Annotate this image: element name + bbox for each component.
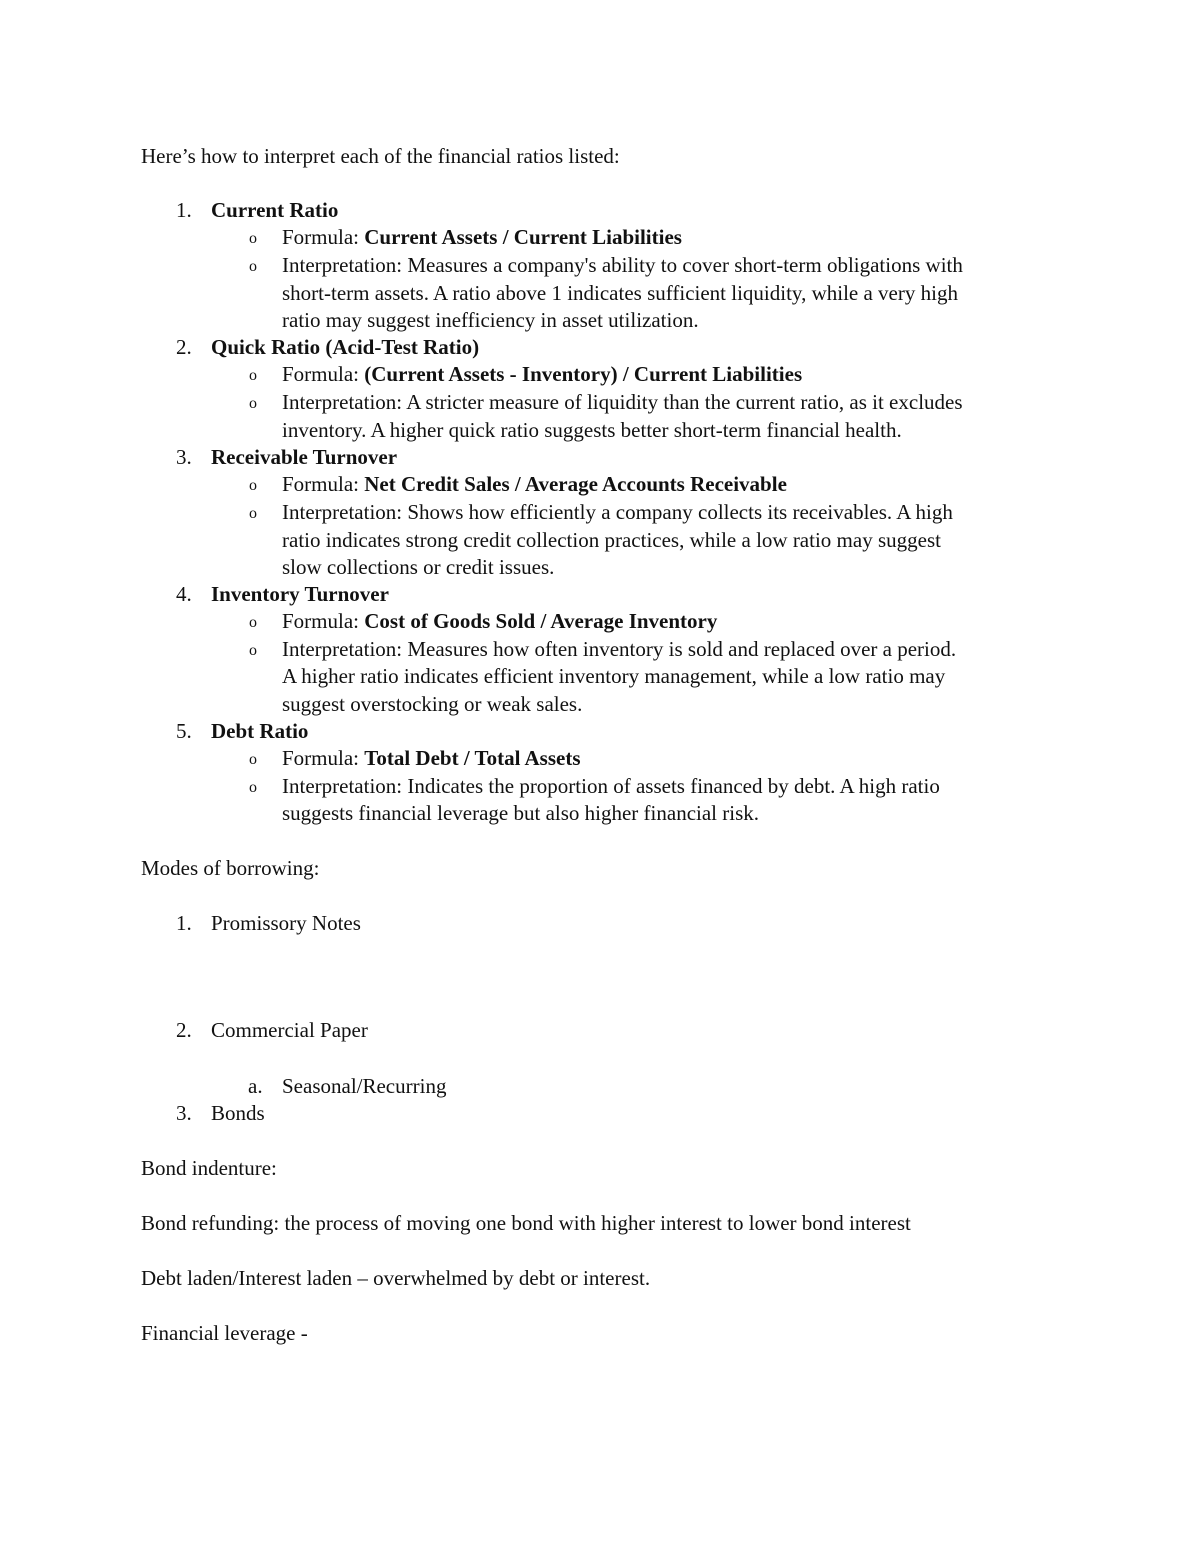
- ratio-number: 2.: [176, 335, 192, 359]
- formula-line: [282, 745, 581, 772]
- interpretation-line: inventory. A higher quick ratio suggests better short-term financial health.: [282, 418, 902, 442]
- bullet-icon: o: [249, 367, 257, 384]
- formula-line: [282, 361, 802, 388]
- bullet-icon: o: [249, 505, 257, 522]
- bullet-icon: o: [249, 642, 257, 659]
- formula-label: Formula:: [282, 362, 365, 386]
- formula-text: (Current Assets - Inventory) / Current Liabilities: [364, 362, 803, 386]
- interpretation-line: Interpretation: Shows how efficiently a company collects its receivables. A high: [282, 500, 953, 524]
- borrowing-number: 1.: [176, 911, 192, 935]
- note-financial-leverage: Financial leverage -: [141, 1321, 308, 1345]
- ratio-title: Current Ratio: [211, 198, 339, 222]
- formula-line: [282, 471, 787, 498]
- bullet-icon: o: [249, 258, 257, 275]
- formula-label: Formula:: [282, 225, 365, 249]
- formula-text: Current Assets / Current Liabilities: [364, 225, 682, 249]
- ratio-title: Receivable Turnover: [211, 445, 398, 469]
- formula-line: [282, 608, 717, 635]
- formula-label: Formula:: [282, 609, 365, 633]
- formula-text: Net Credit Sales / Average Accounts Receivable: [364, 472, 787, 496]
- interpretation-line: Interpretation: Measures how often inventory is sold and replaced over a period.: [282, 637, 957, 661]
- ratio-title: Quick Ratio (Acid-Test Ratio): [211, 335, 480, 359]
- interpretation-line: short-term assets. A ratio above 1 indicates sufficient liquidity, while a very high: [282, 281, 958, 305]
- borrowing-subitem: Seasonal/Recurring: [282, 1074, 447, 1098]
- ratio-number: 3.: [176, 445, 192, 469]
- interpretation-line: ratio may suggest inefficiency in asset utilization.: [282, 308, 699, 332]
- note-bond-refunding: Bond refunding: the process of moving one bond with higher interest to lower bond interest: [141, 1211, 911, 1235]
- interpretation-line: suggest overstocking or weak sales.: [282, 692, 583, 716]
- borrowing-item: Commercial Paper: [211, 1018, 368, 1042]
- interpretation-line: Interpretation: Indicates the proportion of assets financed by debt. A high ratio: [282, 774, 940, 798]
- ratio-title: Debt Ratio: [211, 719, 309, 743]
- ratio-number: 5.: [176, 719, 192, 743]
- formula-label: Formula:: [282, 746, 365, 770]
- ratio-number: 1.: [176, 198, 192, 222]
- borrowing-item: Promissory Notes: [211, 911, 361, 935]
- interpretation-line: Interpretation: Measures a company's ability to cover short-term obligations with: [282, 253, 963, 277]
- borrowing-number: 2.: [176, 1018, 192, 1042]
- bullet-icon: o: [249, 614, 257, 631]
- bullet-icon: o: [249, 779, 257, 796]
- intro-text: Here’s how to interpret each of the financial ratios listed:: [141, 144, 620, 168]
- formula-text: Cost of Goods Sold / Average Inventory: [364, 609, 718, 633]
- formula-label: Formula:: [282, 472, 365, 496]
- interpretation-line: suggests financial leverage but also higher financial risk.: [282, 801, 760, 825]
- subitem-marker: a.: [248, 1074, 263, 1098]
- note-bond-indenture: Bond indenture:: [141, 1156, 277, 1180]
- interpretation-line: A higher ratio indicates efficient inventory management, while a low ratio may: [282, 664, 946, 688]
- note-debt-laden: Debt laden/Interest laden – overwhelmed by debt or interest.: [141, 1266, 651, 1290]
- formula-line: [282, 224, 682, 251]
- ratio-title: Inventory Turnover: [211, 582, 389, 606]
- bullet-icon: o: [249, 751, 257, 768]
- borrowing-item: Bonds: [211, 1101, 265, 1125]
- interpretation-line: ratio indicates strong credit collection practices, while a low ratio may suggest: [282, 528, 941, 552]
- borrowing-number: 3.: [176, 1101, 192, 1125]
- borrowing-heading: Modes of borrowing:: [141, 856, 320, 880]
- interpretation-line: slow collections or credit issues.: [282, 555, 555, 579]
- interpretation-line: Interpretation: A stricter measure of liquidity than the current ratio, as it excludes: [282, 390, 963, 414]
- formula-text: Total Debt / Total Assets: [364, 746, 581, 770]
- ratio-number: 4.: [176, 582, 192, 606]
- bullet-icon: o: [249, 395, 257, 412]
- bullet-icon: o: [249, 477, 257, 494]
- bullet-icon: o: [249, 230, 257, 247]
